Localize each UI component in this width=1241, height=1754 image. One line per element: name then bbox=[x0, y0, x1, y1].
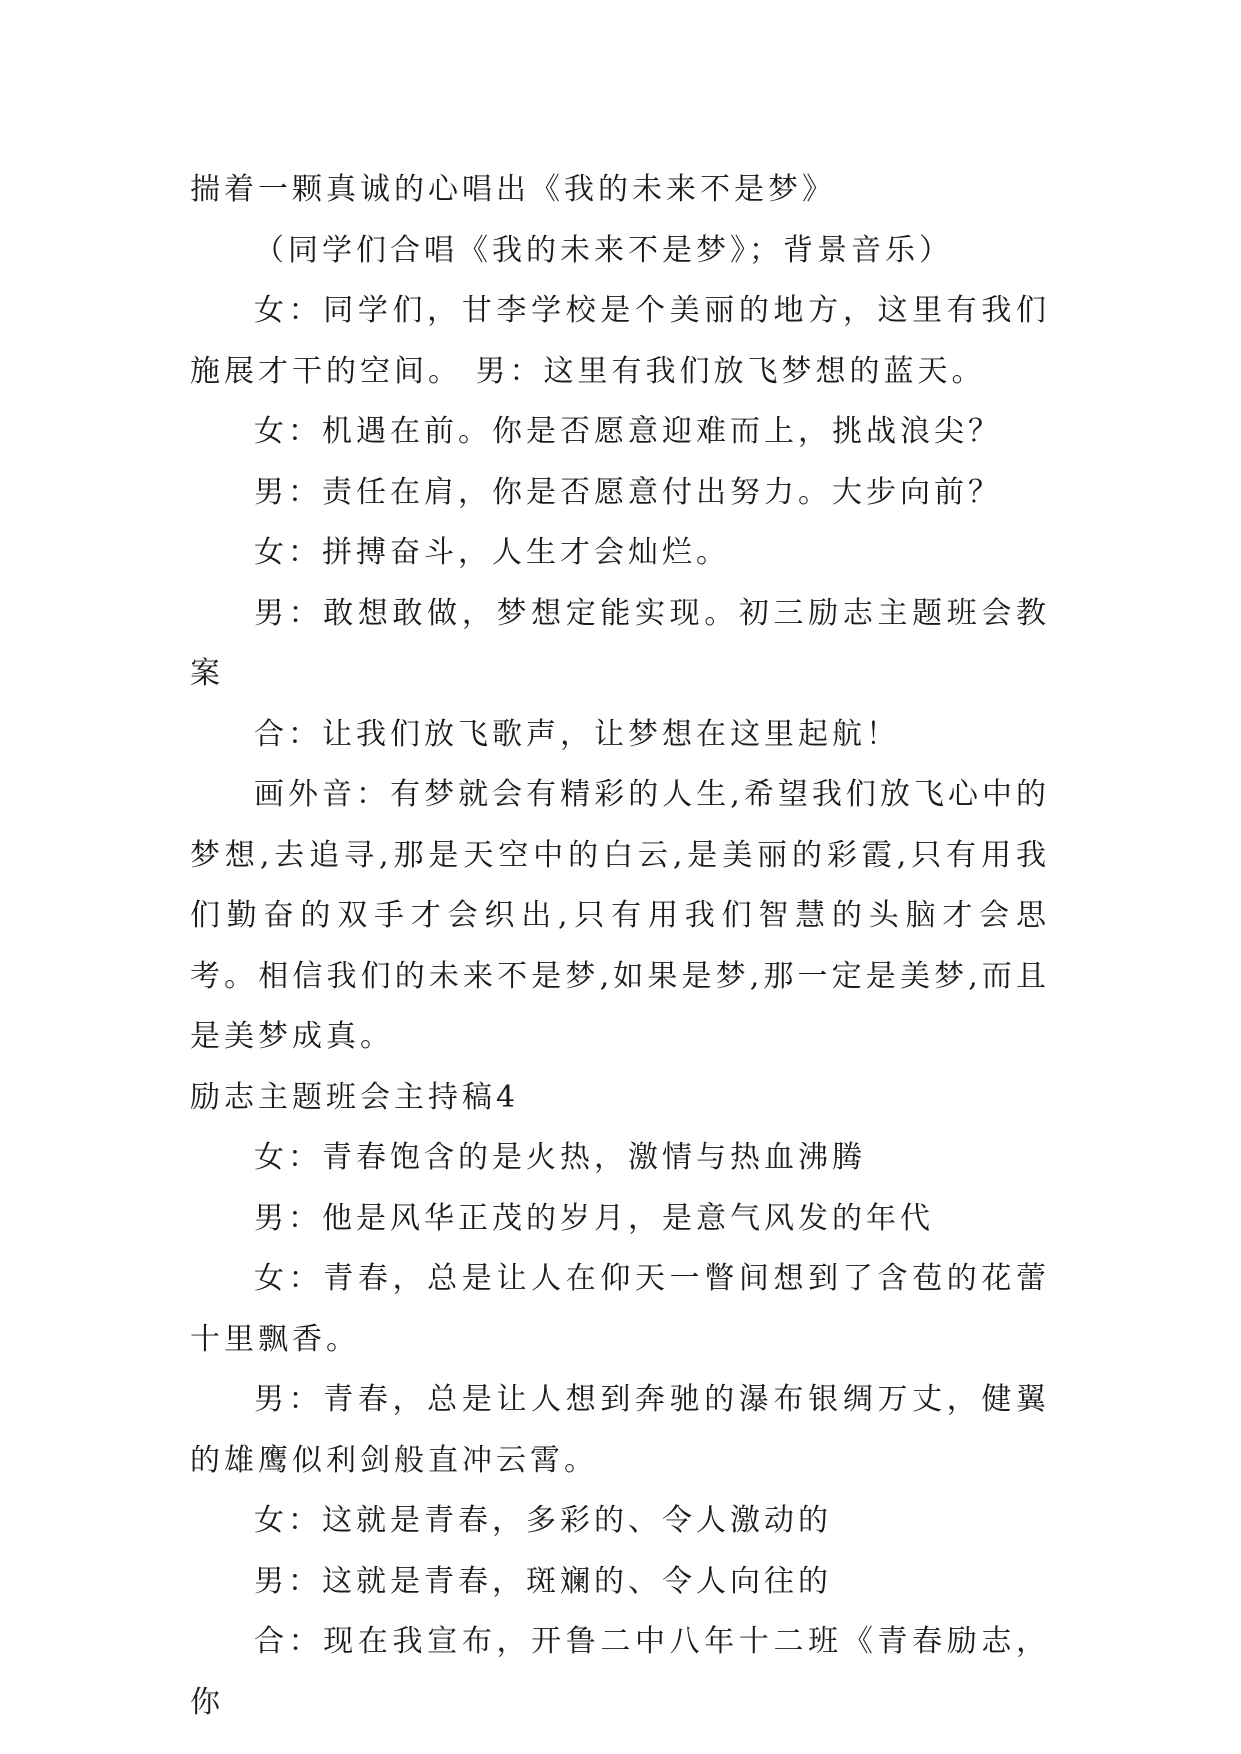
paragraph-dialogue: 男：青春，总是让人想到奔驰的瀑布银绸万丈，健翼的雄鹰似利剑般直冲云霄。 bbox=[190, 1382, 1050, 1478]
paragraph-dialogue: 合：让我们放飞歌声，让梦想在这里起航！ bbox=[254, 716, 900, 752]
paragraph-intro: 揣着一颗真诚的心唱出《我的未来不是梦》 bbox=[190, 172, 836, 207]
paragraph-dialogue: 女：青春，总是让人在仰天一瞥间想到了含苞的花蕾十里飘香。 bbox=[190, 1261, 1050, 1357]
paragraph-dialogue: 女：机遇在前。你是否愿意迎难而上，挑战浪尖？ bbox=[254, 414, 1002, 449]
section-heading: 励志主题班会主持稿4 bbox=[190, 1079, 520, 1115]
paragraph-dialogue: 男：他是风华正茂的岁月，是意气风发的年代 bbox=[254, 1200, 934, 1236]
paragraph-dialogue: 女：同学们，甘李学校是个美丽的地方，这里有我们施展才干的空间。 男：这里有我们放飞梦想的蓝天。 bbox=[190, 293, 1050, 389]
paragraph-dialogue: 男：这就是青春，斑斓的、令人向往的 bbox=[254, 1563, 832, 1599]
paragraph-dialogue: 女：这就是青春，多彩的、令人激动的 bbox=[254, 1503, 832, 1538]
paragraph-dialogue: 合：现在我宣布，开鲁二中八年十二班《青春励志，你 bbox=[190, 1624, 1050, 1720]
paragraph-chorus-note: （同学们合唱《我的未来不是梦》；背景音乐） bbox=[254, 232, 953, 268]
paragraph-dialogue: 女：拼搏奋斗，人生才会灿烂。 bbox=[254, 535, 730, 570]
paragraph-dialogue: 男：敢想敢做，梦想定能实现。初三励志主题班会教案 bbox=[190, 595, 1050, 691]
document-body bbox=[190, 160, 1050, 1733]
paragraph-voiceover: 画外音：有梦就会有精彩的人生,希望我们放飞心中的梦想,去追寻,那是天空中的白云,是美丽的彩霞,只有用我们勤奋的双手才会织出,只有用我们智慧的头脑才会思考。相信我们的未来不是梦,如果是梦,那一定是美梦,而且是美梦成真。 bbox=[190, 777, 1050, 1054]
paragraph-dialogue: 男：责任在肩，你是否愿意付出努力。大步向前？ bbox=[254, 474, 1002, 510]
paragraph-dialogue: 女：青春饱含的是火热，激情与热血沸腾 bbox=[254, 1140, 866, 1175]
